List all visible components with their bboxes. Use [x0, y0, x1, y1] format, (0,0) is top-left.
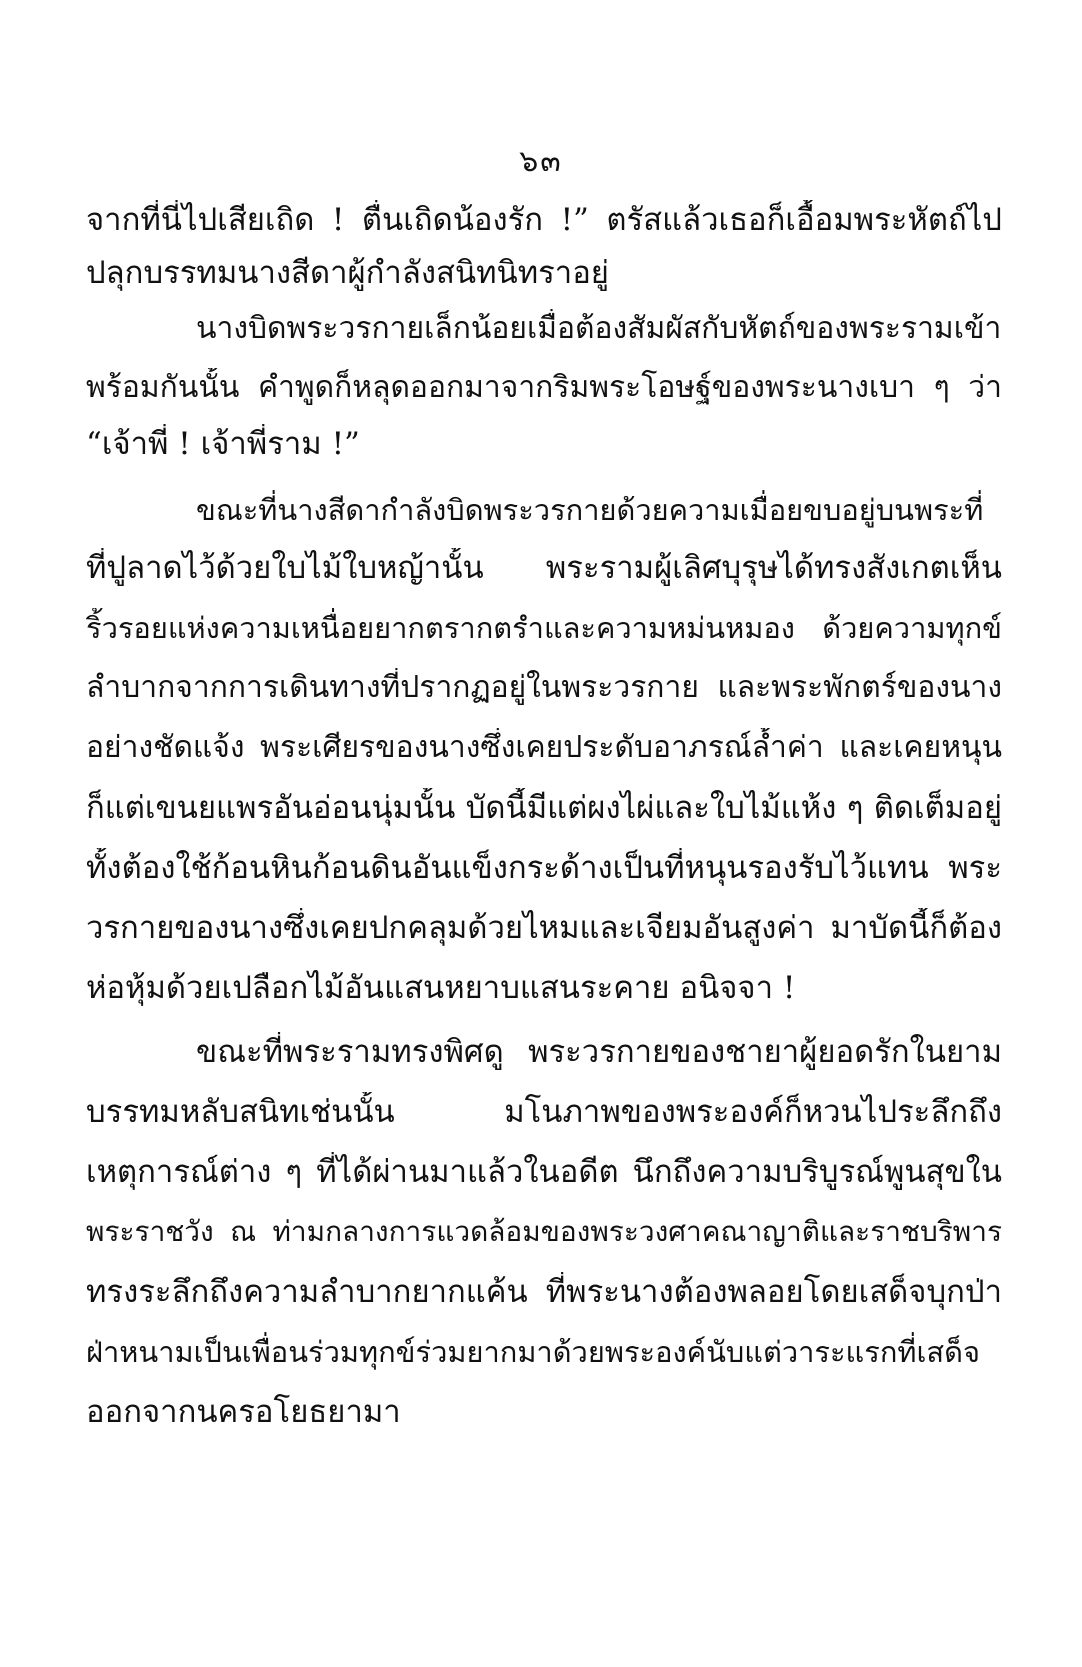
text-line-2: ปลุกบรรทมนางสีดาผู้กำลังสนิทนิทราอยู่: [86, 255, 609, 291]
text-line-14: ห่อหุ้มด้วยเปลือกไม้อันแสนหยาบแสนระคาย อนิจจา !: [86, 970, 796, 1006]
text-line-18: พระราชวัง ณ ท่ามกลางการแวดล้อมของพระวงศาคณาญาติและราชบริพาร: [86, 1215, 1002, 1248]
text-line-7: ที่ปูลาดไว้ด้วยใบไม้ใบหญ้านั้น พระรามผู้เลิศบุรุษได้ทรงสังเกตเห็น: [86, 550, 1002, 586]
text-line-20: ฝ่าหนามเป็นเพื่อนร่วมทุกข์ร่วมยากมาด้วยพระองค์นับแต่วาระแรกที่เสด็จ: [86, 1335, 980, 1369]
text-line-6: ขณะที่นางสีดากำลังบิดพระวรกายด้วยความเมื่อยขบอยู่บนพระที่: [196, 493, 984, 527]
text-line-15: ขณะที่พระรามทรงพิศดู พระวรกายของชายาผู้ยอดรักในยาม: [196, 1034, 1002, 1070]
text-line-4: พร้อมกันนั้น คำพูดก็หลุดออกมาจากริมพระโอษฐ์ของพระนางเบา ๆ ว่า: [86, 370, 1002, 405]
text-line-19: ทรงระลึกถึงความลำบากยากแค้น ที่พระนางต้องพลอยโดยเสด็จบุกป่า: [86, 1274, 1002, 1310]
text-line-3: นางบิดพระวรกายเล็กน้อยเมื่อต้องสัมผัสกับหัตถ์ของพระรามเข้า: [196, 311, 1002, 346]
text-line-5: “เจ้าพี่ ! เจ้าพี่ราม !”: [86, 426, 360, 462]
page-number: ๖๓: [519, 144, 563, 179]
text-line-21: ออกจากนครอโยธยามา: [86, 1394, 401, 1430]
text-line-17: เหตุการณ์ต่าง ๆ ที่ได้ผ่านมาแล้วในอดีต นึกถึงความบริบูรณ์พูนสุขใน: [86, 1154, 1002, 1190]
text-line-16: บรรทมหลับสนิทเช่นนั้น มโนภาพของพระองค์ก็หวนไประลึกถึง: [86, 1094, 1002, 1130]
text-line-10: อย่างชัดแจ้ง พระเศียรของนางซึ่งเคยประดับอาภรณ์ล้ำค่า และเคยหนุน: [86, 730, 1002, 765]
text-line-8: ริ้วรอยแห่งความเหนื่อยยากตรากตรำและความหม่นหมอง ด้วยความทุกข์: [86, 611, 1002, 645]
text-line-1: จากที่นี่ไปเสียเถิด ! ตื่นเถิดน้องรัก !” ตรัสแล้วเธอก็เอื้อมพระหัตถ์ไป: [86, 202, 1002, 238]
text-line-9: ลำบากจากการเดินทางที่ปรากฏอยู่ในพระวรกาย และพระพักตร์ของนาง: [86, 670, 1002, 705]
text-line-12: ทั้งต้องใช้ก้อนหินก้อนดินอันแข็งกระด้างเป็นที่หนุนรองรับไว้แทน พระ: [86, 850, 1002, 886]
text-line-11: ก็แต่เขนยแพรอันอ่อนนุ่มนั้น บัดนี้มีแต่ผงไผ่และใบไม้แห้ง ๆ ติดเต็มอยู่: [86, 790, 1002, 826]
text-line-13: วรกายของนางซึ่งเคยปกคลุมด้วยไหมและเจียมอันสูงค่า มาบัดนี้ก็ต้อง: [86, 910, 1002, 946]
